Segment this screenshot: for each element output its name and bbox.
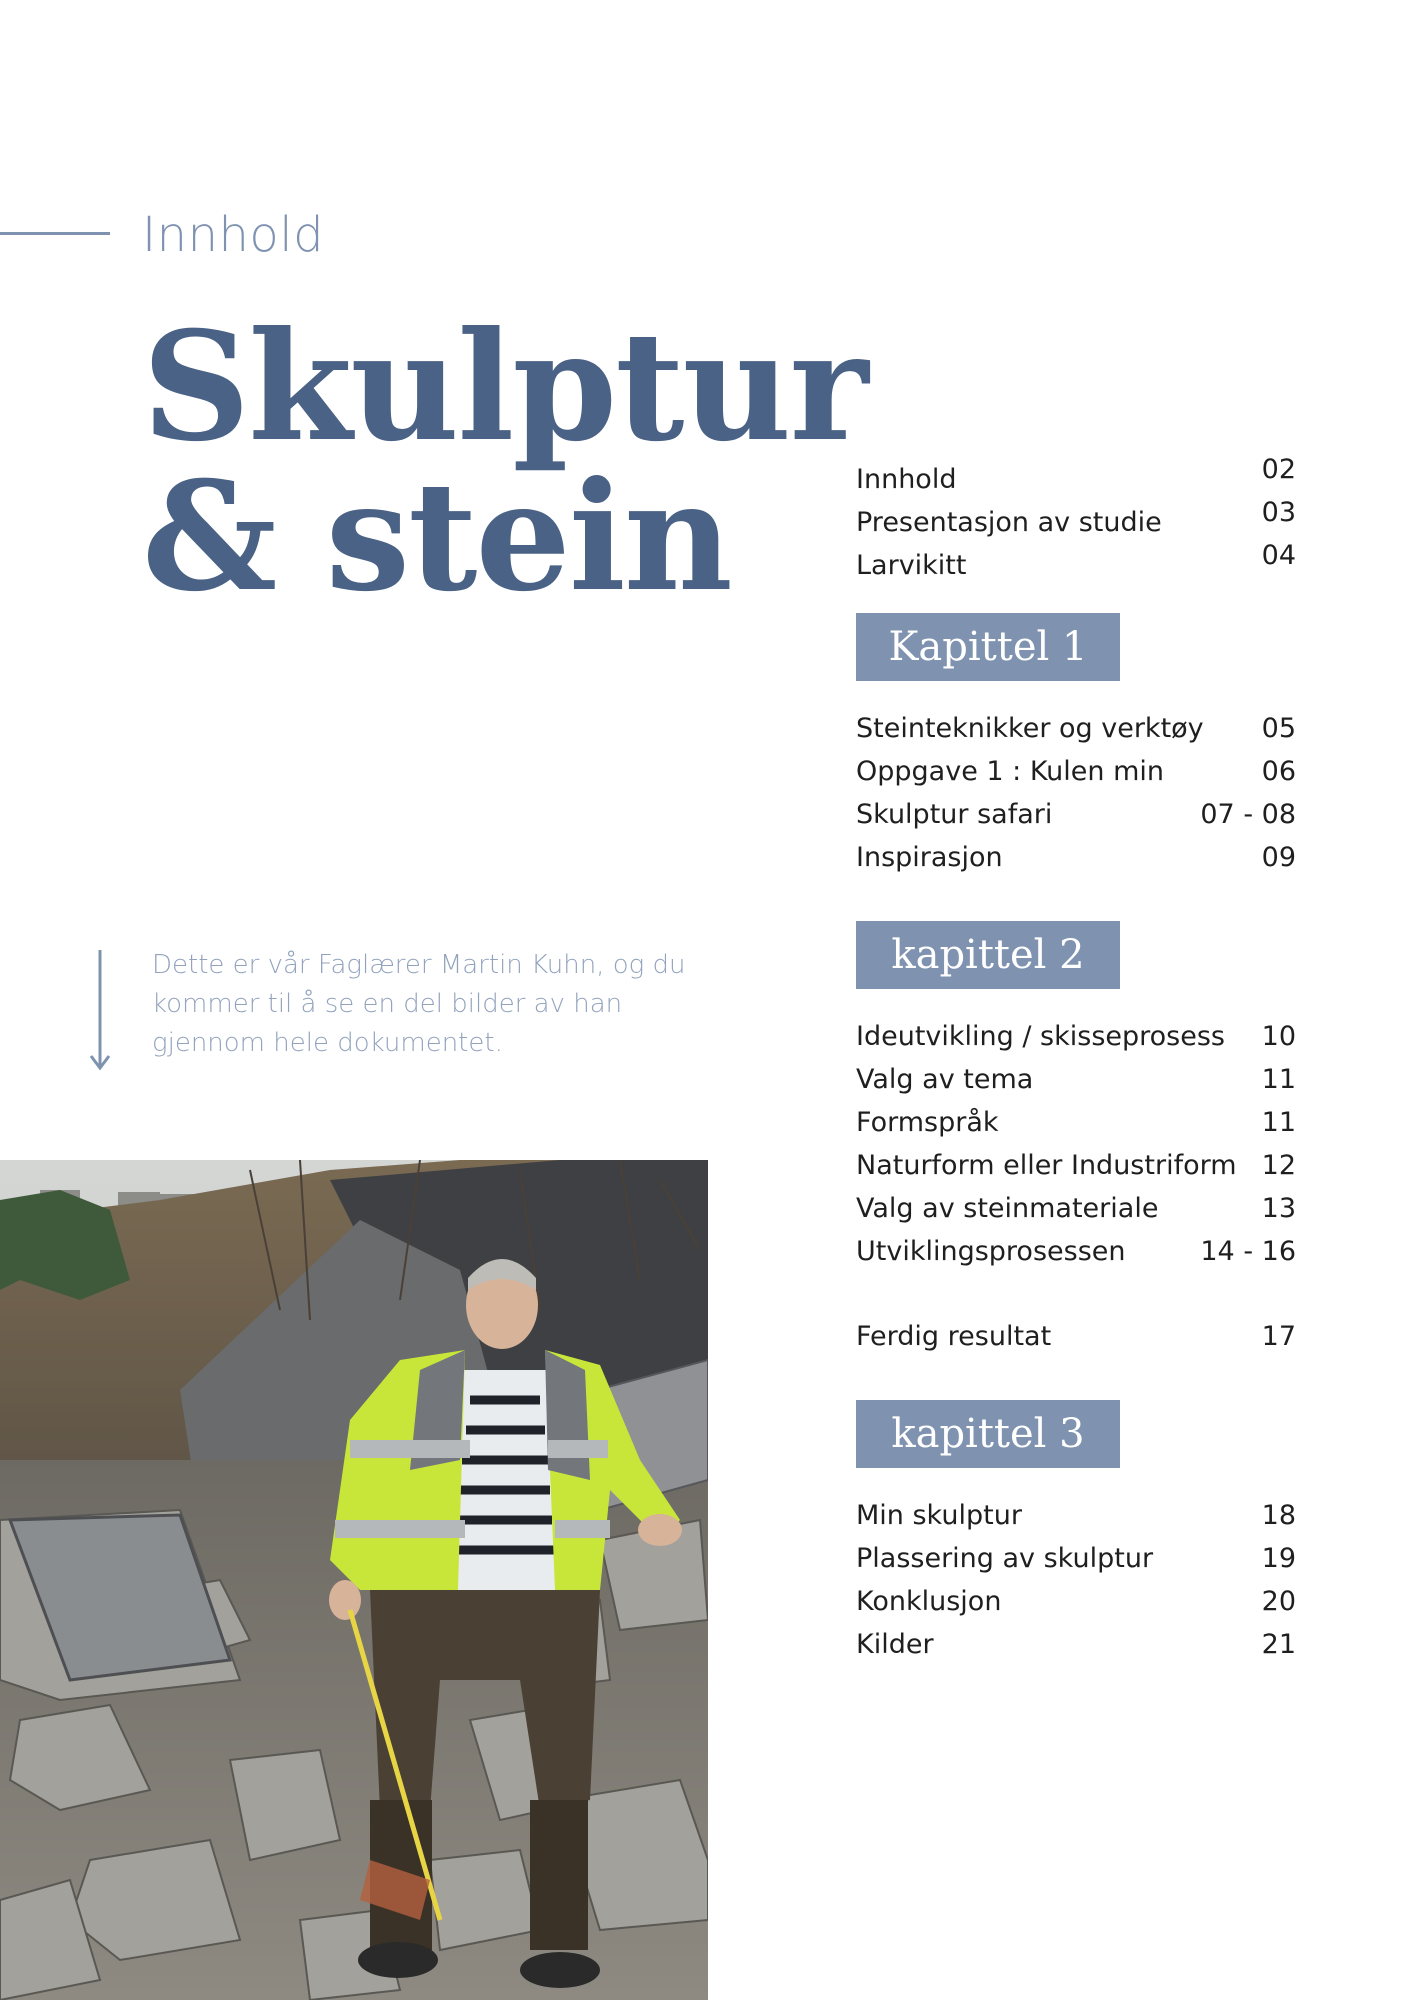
toc-chapter-3-section (856, 1494, 1296, 1666)
chapter-1-heading[interactable]: Kapittel 1 (856, 613, 1120, 681)
toc-entry-page: 20 (1261, 1586, 1296, 1617)
toc-entry-label: Skulptur safari (856, 799, 1053, 830)
toc-entry-label: Oppgave 1 : Kulen min (856, 756, 1165, 787)
toc-entry-page: 09 (1261, 842, 1296, 873)
toc-entry-page: 06 (1261, 756, 1296, 787)
toc-entry-label: Konklusjon (856, 1586, 1002, 1617)
toc-entry-label: Plassering av skulptur (856, 1543, 1154, 1574)
toc-entry-page: 03 (1261, 497, 1296, 528)
toc-entry-label: Valg av tema (856, 1064, 1034, 1095)
toc-entry-label: Utviklingsprosessen (856, 1236, 1126, 1267)
toc-entry-page: 14 - 16 (1200, 1236, 1296, 1267)
chapter-3-heading[interactable]: kapittel 3 (856, 1400, 1120, 1468)
page-title (142, 299, 867, 625)
photo-caption (152, 946, 712, 1063)
arrow-down-icon (88, 948, 112, 1074)
toc-entry[interactable] (856, 1058, 1296, 1101)
toc-entry-page: 17 (1261, 1321, 1296, 1352)
toc-entry-label: Kilder (856, 1629, 934, 1660)
eyebrow-label: Innhold (142, 207, 325, 263)
toc-entry[interactable] (856, 750, 1296, 793)
toc-entry[interactable] (856, 1623, 1296, 1666)
toc-entry[interactable] (856, 540, 1296, 587)
toc-entry-label: Steinteknikker og verktøy (856, 713, 1204, 744)
toc-entry[interactable] (856, 1580, 1296, 1623)
toc-entry-page: 05 (1261, 713, 1296, 744)
toc-entry-label: Larvikitt (856, 550, 967, 581)
toc-entry[interactable] (856, 1537, 1296, 1580)
toc-entry-page: 18 (1261, 1500, 1296, 1531)
toc-entry[interactable] (856, 1101, 1296, 1144)
toc-entry[interactable] (856, 1144, 1296, 1187)
eyebrow-rule (0, 232, 110, 235)
toc-chapter-1-section (856, 707, 1296, 879)
toc-intro-section (856, 454, 1296, 587)
toc-entry[interactable] (856, 793, 1296, 836)
toc-entry-label: Min skulptur (856, 1500, 1022, 1531)
toc-entry[interactable] (856, 497, 1296, 544)
toc-entry[interactable] (856, 454, 1296, 501)
title-line-2: & stein (142, 449, 731, 625)
toc-entry[interactable] (856, 1315, 1296, 1358)
toc-entry-page: 11 (1261, 1064, 1296, 1095)
toc-chapter-2-section (856, 1015, 1296, 1358)
title-line-1: Skulptur (142, 299, 867, 475)
toc-entry-page: 11 (1261, 1107, 1296, 1138)
toc-entry[interactable] (856, 1015, 1296, 1058)
toc-entry[interactable] (856, 707, 1296, 750)
toc-entry[interactable] (856, 836, 1296, 879)
toc-entry-page: 07 - 08 (1200, 799, 1296, 830)
teacher-photo (0, 1160, 708, 2000)
toc-entry-label: Naturform eller Industriform (856, 1150, 1237, 1181)
toc-entry[interactable] (856, 1494, 1296, 1537)
toc-entry-label: Ferdig resultat (856, 1321, 1052, 1352)
caption-line-3: gjennom hele dokumentet. (152, 1028, 503, 1058)
toc-entry-label: Inspirasjon (856, 842, 1003, 873)
toc-entry-label: Presentasjon av studie (856, 507, 1162, 538)
quarry-scene-image (0, 1160, 708, 2000)
toc-entry-page: 19 (1261, 1543, 1296, 1574)
chapter-2-heading[interactable]: kapittel 2 (856, 921, 1120, 989)
toc-entry-label: Valg av steinmateriale (856, 1193, 1159, 1224)
toc-entry-page: 21 (1261, 1629, 1296, 1660)
toc-entry[interactable] (856, 1230, 1296, 1273)
toc-entry-page: 10 (1261, 1021, 1296, 1052)
table-of-contents (856, 454, 1296, 1666)
toc-entry-page: 13 (1261, 1193, 1296, 1224)
toc-entry-label: Formspråk (856, 1107, 999, 1138)
toc-entry-page: 02 (1261, 454, 1296, 485)
caption-line-1: Dette er vår Faglærer Martin Kuhn, og du (152, 950, 686, 980)
toc-entry-page: 12 (1261, 1150, 1296, 1181)
caption-line-2: kommer til å se en del bilder av han (152, 989, 623, 1019)
toc-entry-label: Ideutvikling / skisseprosess (856, 1021, 1225, 1052)
toc-entry-label: Innhold (856, 464, 957, 495)
toc-entry[interactable] (856, 1187, 1296, 1230)
toc-entry-page: 04 (1261, 540, 1296, 571)
